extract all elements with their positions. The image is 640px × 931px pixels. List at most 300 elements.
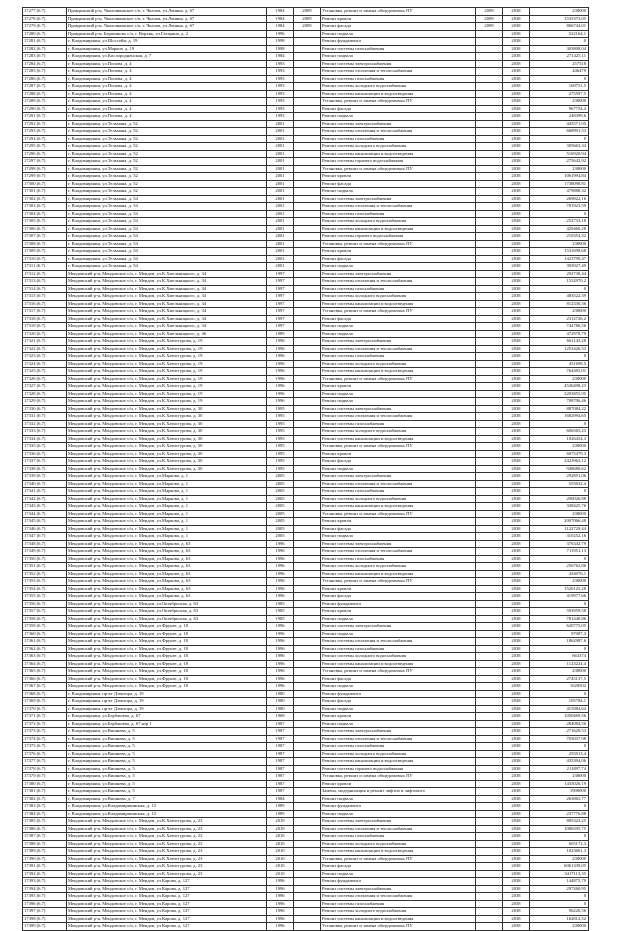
table-row (23, 533, 589, 541)
planned-year-cell (476, 660, 503, 668)
work-type-cell: Ремонт фасада (321, 105, 476, 113)
repair-year-cell (294, 848, 321, 856)
planned-year-cell (476, 668, 503, 676)
row-number-cell: 17335 (6.7) (23, 443, 67, 451)
cost-cell: 711951,13 (530, 548, 589, 556)
row-number-cell: 17310 (6.7) (23, 255, 67, 263)
address-cell: г. Владимиршин, ул.Тельмана, д. 52 (67, 188, 267, 196)
cost-cell: 781440,86 (530, 615, 589, 623)
table-row (23, 428, 589, 436)
build-year-cell: 2001 (267, 158, 294, 166)
table-row (23, 150, 589, 158)
deadline-year-cell: 2038 (503, 833, 530, 841)
cost-cell: 256762,86 (530, 563, 589, 571)
table-row (23, 915, 589, 923)
repair-year-cell (294, 885, 321, 893)
address-cell: г. Владимиршин, ул.Вишнева, д. 7 (67, 795, 267, 803)
address-cell: Мендовский р-н, Мендовское с/п, г. Мендов, ул.Маркова, д. 63 (67, 570, 267, 578)
repair-year-cell (294, 173, 321, 181)
row-number-cell: 17286 (6.7) (23, 75, 67, 83)
build-year-cell: 1996 (267, 683, 294, 691)
build-year-cell: 1996 (267, 383, 294, 391)
build-year-cell: 1996 (267, 375, 294, 383)
address-cell: Мендовский р-н, Мендовское с/п, г. Мендов, ул.Фрунзе, д. 18 (67, 660, 267, 668)
work-type-cell: Ремонт системы холодного водоснабжения (321, 83, 476, 91)
work-type-cell: Ремонт кровли (321, 518, 476, 526)
build-year-cell: 2001 (267, 248, 294, 256)
build-year-cell: 2010 (267, 848, 294, 856)
row-number-cell: 17323 (6.7) (23, 353, 67, 361)
cost-cell: 663374 (530, 653, 589, 661)
build-year-cell: 1987 (267, 758, 294, 766)
deadline-year-cell: 2038 (503, 225, 530, 233)
table-row (23, 248, 589, 256)
address-cell: Мендовский р-н, Мендовское с/п, г. Мендов, ул.К.Хатисгурова, д. 19 (67, 390, 267, 398)
table-row (23, 608, 589, 616)
repair-year-cell (294, 60, 321, 68)
cost-cell: 708706,46 (530, 398, 589, 406)
build-year-cell: 1996 (267, 668, 294, 676)
work-type-cell: Ремонт системы газоснабжения (321, 833, 476, 841)
deadline-year-cell: 2038 (503, 150, 530, 158)
cost-cell: 1682994,65 (530, 413, 589, 421)
repair-year-cell (294, 450, 321, 458)
build-year-cell: 1980 (267, 690, 294, 698)
work-type-cell: Ремонт подвала (321, 188, 476, 196)
planned-year-cell (476, 293, 503, 301)
cost-cell: 271629,53 (530, 728, 589, 736)
address-cell: г. Владимиршин, ул.Тельмана, д. 54 (67, 233, 267, 241)
work-type-cell: Ремонт подвала (321, 630, 476, 638)
cost-cell: 238000 (530, 8, 589, 16)
table-body (23, 8, 589, 931)
cost-cell: 435394,06 (530, 758, 589, 766)
build-year-cell: 2005 (267, 473, 294, 481)
address-cell: Мендовский р-н, Мендовское с/п, г. Мендов, ул.К.Хатисгурова, д. 19 (67, 375, 267, 383)
work-type-cell: Ремонт системы отопления и теплоснабжения (321, 413, 476, 421)
repair-year-cell (294, 908, 321, 916)
deadline-year-cell: 2038 (503, 98, 530, 106)
cost-cell: 703037,98 (530, 735, 589, 743)
address-cell: г. Владимиршин, ул.Тельмана, д. 54 (67, 195, 267, 203)
work-type-cell: Ремонт подвала (321, 795, 476, 803)
table-row (23, 630, 589, 638)
deadline-year-cell: 2038 (503, 323, 530, 331)
deadline-year-cell: 2038 (503, 578, 530, 586)
planned-year-cell (476, 338, 503, 346)
row-number-cell: 17288 (6.7) (23, 90, 67, 98)
repair-year-cell (294, 555, 321, 563)
build-year-cell: 1996 (267, 675, 294, 683)
address-cell: г. Владимиршин, ул.Тельмана, д. 52 (67, 143, 267, 151)
cost-cell: 0 (530, 690, 589, 698)
table-row (23, 278, 589, 286)
build-year-cell: 1997 (267, 278, 294, 286)
address-cell: Мендовский р-н, Мендовское с/п, г. Мендов, ул.Маркова, д. 1 (67, 503, 267, 511)
address-cell: г. Владимиршин, ул.Тельмана, д. 52 (67, 173, 267, 181)
work-type-cell: Ремонт подвала (321, 398, 476, 406)
row-number-cell: 17359 (6.7) (23, 623, 67, 631)
cost-cell: 200026,88 (530, 495, 589, 503)
address-cell: Мендовский р-н, Мендовское с/п, г. Мендов, ул.Фрунзе, д. 18 (67, 645, 267, 653)
deadline-year-cell: 2038 (503, 765, 530, 773)
table-row (23, 855, 589, 863)
table-row (23, 870, 589, 878)
repair-year-cell (294, 630, 321, 638)
deadline-year-cell: 2038 (503, 338, 530, 346)
planned-year-cell (476, 368, 503, 376)
deadline-year-cell: 2038 (503, 300, 530, 308)
deadline-year-cell: 2038 (503, 600, 530, 608)
row-number-cell: 17295 (6.7) (23, 143, 67, 151)
address-cell: г. Владимиршин, ул.Кислородненская, д. 7 (67, 53, 267, 61)
deadline-year-cell: 2038 (503, 15, 530, 23)
cost-cell: 661143,28 (530, 338, 589, 346)
cost-cell: 866744,01 (530, 23, 589, 31)
cost-cell: 1122729,44 (530, 525, 589, 533)
deadline-year-cell: 2038 (503, 735, 530, 743)
planned-year-cell (476, 53, 503, 61)
deadline-year-cell: 2038 (503, 278, 530, 286)
repair-year-cell (294, 210, 321, 218)
row-number-cell: 17294 (6.7) (23, 135, 67, 143)
work-type-cell: Ремонт системы канализации и водоотведения (321, 503, 476, 511)
row-number-cell: 17299 (6.7) (23, 173, 67, 181)
work-type-cell: Ремонт системы газоснабжения (321, 75, 476, 83)
repair-year-cell (294, 308, 321, 316)
build-year-cell: 1996 (267, 368, 294, 376)
table-row (23, 893, 589, 901)
work-type-cell: Ремонт подвала (321, 683, 476, 691)
deadline-year-cell: 2038 (503, 180, 530, 188)
cost-cell: 1531698,68 (530, 248, 589, 256)
repair-year-cell (294, 180, 321, 188)
table-row (23, 165, 589, 173)
table-row (23, 180, 589, 188)
cost-cell: 238000 (530, 165, 589, 173)
cost-cell: 2203855,95 (530, 390, 589, 398)
table-row (23, 90, 589, 98)
planned-year-cell (476, 38, 503, 46)
deadline-year-cell: 2038 (503, 83, 530, 91)
cost-cell: 1086595,75 (530, 825, 589, 833)
row-number-cell: 17365 (6.7) (23, 668, 67, 676)
table-row (23, 443, 589, 451)
repair-year-cell (294, 825, 321, 833)
planned-year-cell (476, 555, 503, 563)
cost-cell: 1900000 (530, 788, 589, 796)
cost-cell: 238000 (530, 855, 589, 863)
build-year-cell: 2010 (267, 870, 294, 878)
deadline-year-cell: 2038 (503, 653, 530, 661)
address-cell: Мендовский р-н, Мендовское с/п, г. Мендов, ул.Маркова, д. 63 (67, 540, 267, 548)
work-type-cell: Установка, ремонт и замена общедомовых ПУ (321, 8, 476, 16)
planned-year-cell (476, 840, 503, 848)
build-year-cell: 1987 (267, 743, 294, 751)
cost-cell: 248399,6 (530, 113, 589, 121)
deadline-year-cell: 2038 (503, 870, 530, 878)
row-number-cell: 17280 (6.7) (23, 30, 67, 38)
table-row (23, 338, 589, 346)
cost-cell: 4526498,23 (530, 383, 589, 391)
planned-year-cell (476, 510, 503, 518)
address-cell: г. Владимиршин, ул.Тельмана, д. 52 (67, 135, 267, 143)
address-cell: г. Владимиршин, ул.Тельмана, д. 52 (67, 158, 267, 166)
table-row (23, 758, 589, 766)
cost-cell: 238000 (530, 308, 589, 316)
cost-cell: 764465,01 (530, 368, 589, 376)
row-number-cell: 17279 (6.7) (23, 23, 67, 31)
repair-year-cell (294, 750, 321, 758)
address-cell: Мендовский р-н, Мендовское с/п, г. Мендов, ул.К.Хатисгурова, д. 23 (67, 848, 267, 856)
table-row (23, 900, 589, 908)
work-type-cell: Установка, ремонт и замена общедомовых ПУ (321, 923, 476, 931)
work-type-cell: Ремонт системы канализации и водоотведения (321, 848, 476, 856)
repair-year-cell (294, 510, 321, 518)
planned-year-cell (476, 128, 503, 136)
deadline-year-cell: 2038 (503, 720, 530, 728)
cost-cell: 1862987,6 (530, 638, 589, 646)
repair-year-cell (294, 713, 321, 721)
repair-year-cell (294, 375, 321, 383)
address-cell: Мендовский р-н, Мендовское с/п, г. Мендов, ул.Карова, д. 127 (67, 893, 267, 901)
works-table (22, 7, 589, 931)
planned-year-cell (476, 495, 503, 503)
deadline-year-cell: 2038 (503, 443, 530, 451)
address-cell: г. Владимиршин, пр-кт Дзентора, д. 19 (67, 690, 267, 698)
row-number-cell: 17364 (6.7) (23, 660, 67, 668)
table-row (23, 743, 589, 751)
deadline-year-cell: 2038 (503, 683, 530, 691)
planned-year-cell (476, 188, 503, 196)
planned-year-cell (476, 675, 503, 683)
repair-year-cell (294, 503, 321, 511)
work-type-cell: Установка, ремонт и замена общедомовых ПУ (321, 165, 476, 173)
cost-cell: 210354,32 (530, 233, 589, 241)
repair-year-cell (294, 615, 321, 623)
work-type-cell: Ремонт системы канализации и водоотведения (321, 300, 476, 308)
cost-cell: 275597,5 (530, 90, 589, 98)
work-type-cell: Ремонт системы холодного водоснабжения (321, 293, 476, 301)
build-year-cell: 2005 (267, 518, 294, 526)
work-type-cell: Ремонт системы газоснабжения (321, 285, 476, 293)
address-cell: г. Владимиршин, ул.Попова, д. 4 (67, 113, 267, 121)
table-row (23, 885, 589, 893)
deadline-year-cell: 2038 (503, 405, 530, 413)
deadline-year-cell: 2038 (503, 135, 530, 143)
planned-year-cell (476, 45, 503, 53)
planned-year-cell (476, 465, 503, 473)
table-row (23, 863, 589, 871)
row-number-cell: 17388 (6.7) (23, 840, 67, 848)
row-number-cell: 17368 (6.7) (23, 690, 67, 698)
cost-cell: 0 (530, 900, 589, 908)
cost-cell: 555632,4 (530, 480, 589, 488)
build-year-cell: 1987 (267, 765, 294, 773)
address-cell: Мендовский р-н, Мендовское с/п, г. Мендов, ул.Фрунзе, д. 18 (67, 668, 267, 676)
table-row (23, 660, 589, 668)
row-number-cell: 17333 (6.7) (23, 428, 67, 436)
cost-cell: 1520125,28 (530, 585, 589, 593)
planned-year-cell (476, 458, 503, 466)
address-cell: Мендовский р-н, Мендовское с/п, г. Мендов, ул.К.Хатисгурова, д. 30 (67, 413, 267, 421)
row-number-cell: 17308 (6.7) (23, 240, 67, 248)
planned-year-cell (476, 563, 503, 571)
cost-cell: 0 (530, 38, 589, 46)
repair-year-cell (294, 855, 321, 863)
repair-year-cell (294, 818, 321, 826)
repair-year-cell (294, 623, 321, 631)
table-row (23, 390, 589, 398)
build-year-cell: 2001 (267, 165, 294, 173)
deadline-year-cell: 2038 (503, 435, 530, 443)
row-number-cell: 17341 (6.7) (23, 488, 67, 496)
address-cell: Мендовский р-н, Мендовское с/п, г. Мендов, ул.К.Хатисгурова, д. 23 (67, 840, 267, 848)
planned-year-cell (476, 173, 503, 181)
deadline-year-cell: 2038 (503, 75, 530, 83)
cost-cell: 238000 (530, 668, 589, 676)
deadline-year-cell: 2038 (503, 908, 530, 916)
build-year-cell: 1993 (267, 90, 294, 98)
repair-year-cell (294, 488, 321, 496)
table-row (23, 75, 589, 83)
table-row (23, 135, 589, 143)
deadline-year-cell: 2038 (503, 53, 530, 61)
row-number-cell: 17390 (6.7) (23, 855, 67, 863)
build-year-cell: 2001 (267, 120, 294, 128)
build-year-cell: 2005 (267, 503, 294, 511)
row-number-cell: 17347 (6.7) (23, 533, 67, 541)
table-row (23, 315, 589, 323)
cost-cell: 292738,44 (530, 270, 589, 278)
cost-cell: 338425,76 (530, 503, 589, 511)
work-type-cell: Ремонт подвала (321, 113, 476, 121)
build-year-cell: 1984 (267, 15, 294, 23)
address-cell: г. Владимиршин, ул.Попова, д. 4 (67, 90, 267, 98)
address-cell: Мендовский р-н, Мендовское с/п, г. Мендов, ул.Фрунзе, д. 18 (67, 638, 267, 646)
cost-cell: 451698,5 (530, 360, 589, 368)
planned-year-cell (476, 135, 503, 143)
build-year-cell: 1995 (267, 405, 294, 413)
table-row (23, 788, 589, 796)
address-cell: г. Владимиршин, ул.Тельмана, д. 52 (67, 120, 267, 128)
cost-cell: 744786,56 (530, 323, 589, 331)
repair-year-cell (294, 893, 321, 901)
work-type-cell: Ремонт системы отопления и теплоснабжения (321, 548, 476, 556)
build-year-cell: 1984 (267, 8, 294, 16)
row-number-cell: 17349 (6.7) (23, 548, 67, 556)
address-cell: Мендовский р-н, Мендовское с/п, г. Мендов, ул.К.Хатисгурова, д. 19 (67, 345, 267, 353)
work-type-cell: Ремонт подвала (321, 53, 476, 61)
work-type-cell: Ремонт системы отопления и теплоснабжения (321, 825, 476, 833)
deadline-year-cell: 2038 (503, 705, 530, 713)
deadline-year-cell: 2038 (503, 390, 530, 398)
deadline-year-cell: 2038 (503, 758, 530, 766)
row-number-cell: 17303 (6.7) (23, 203, 67, 211)
repair-year-cell (294, 218, 321, 226)
build-year-cell: 2005 (267, 495, 294, 503)
repair-year-cell (294, 480, 321, 488)
table-row (23, 68, 589, 76)
address-cell: Правдинский р-н, Чкаловкинское с/п, г. Чкалов, ул.Ленина, д. 67 (67, 15, 267, 23)
planned-year-cell (476, 645, 503, 653)
repair-year-cell (294, 660, 321, 668)
repair-year-cell (294, 533, 321, 541)
repair-year-cell: 2009 (294, 15, 321, 23)
repair-year-cell (294, 683, 321, 691)
build-year-cell: 2001 (267, 263, 294, 271)
build-year-cell: 1996 (267, 593, 294, 601)
address-cell: Мендовский р-н, Мендовское с/п, г. Мендов, ул.Карова, д. 127 (67, 900, 267, 908)
cost-cell: 284084,56 (530, 720, 589, 728)
row-number-cell: 17350 (6.7) (23, 555, 67, 563)
repair-year-cell (294, 45, 321, 53)
cost-cell: 0 (530, 488, 589, 496)
row-number-cell: 17277 (6.7) (23, 8, 67, 16)
address-cell: г. Владимиршин, ул.Тельмана, д. 52 (67, 128, 267, 136)
deadline-year-cell: 2038 (503, 593, 530, 601)
table-row (23, 195, 589, 203)
planned-year-cell (476, 578, 503, 586)
build-year-cell: 1996 (267, 638, 294, 646)
work-type-cell: Ремонт системы холодного водоснабжения (321, 750, 476, 758)
planned-year-cell (476, 98, 503, 106)
work-type-cell: Ремонт системы отопления и теплоснабжения (321, 893, 476, 901)
cost-cell: 6075479,3 (530, 450, 589, 458)
table-row (23, 615, 589, 623)
build-year-cell: 2001 (267, 225, 294, 233)
row-number-cell: 17383 (6.7) (23, 803, 67, 811)
build-year-cell: 1996 (267, 578, 294, 586)
build-year-cell: 1996 (267, 885, 294, 893)
deadline-year-cell: 2038 (503, 38, 530, 46)
cost-cell: 257518 (530, 60, 589, 68)
row-number-cell: 17328 (6.7) (23, 390, 67, 398)
planned-year-cell (476, 878, 503, 886)
build-year-cell: 1995 (267, 428, 294, 436)
row-number-cell: 17384 (6.7) (23, 810, 67, 818)
build-year-cell: 2010 (267, 840, 294, 848)
table-row (23, 465, 589, 473)
planned-year-cell (476, 390, 503, 398)
address-cell: Мендовский р-н, Мендовское с/п, г. Мендов, ул.Фрунзе, д. 18 (67, 683, 267, 691)
address-cell: г. Владимиршин, пр-кт Дзентора, д. 19 (67, 698, 267, 706)
repair-year-cell (294, 765, 321, 773)
repair-year-cell (294, 53, 321, 61)
cost-cell: 162812,52 (530, 915, 589, 923)
row-number-cell: 17322 (6.7) (23, 345, 67, 353)
table-row (23, 473, 589, 481)
address-cell: г. Владимиршин, ул.Тельмана, д. 54 (67, 225, 267, 233)
repair-year-cell (294, 143, 321, 151)
repair-year-cell (294, 398, 321, 406)
address-cell: г. Владимиршин, ул.Вишнева, д. 5 (67, 788, 267, 796)
deadline-year-cell: 2038 (503, 195, 530, 203)
deadline-year-cell: 2038 (503, 330, 530, 338)
work-type-cell: Ремонт подвала (321, 720, 476, 728)
build-year-cell: 1997 (267, 315, 294, 323)
build-year-cell: 1993 (267, 113, 294, 121)
cost-cell: 1050469,56 (530, 713, 589, 721)
address-cell: Мендовский р-н, Мендовское с/п, г. Мендов, ул.К.Хатисгурова, д. 23 (67, 833, 267, 841)
planned-year-cell (476, 503, 503, 511)
row-number-cell: 17387 (6.7) (23, 833, 67, 841)
build-year-cell: 2001 (267, 128, 294, 136)
table-row (23, 645, 589, 653)
table-row (23, 713, 589, 721)
build-year-cell: 1996 (267, 645, 294, 653)
deadline-year-cell: 2038 (503, 750, 530, 758)
